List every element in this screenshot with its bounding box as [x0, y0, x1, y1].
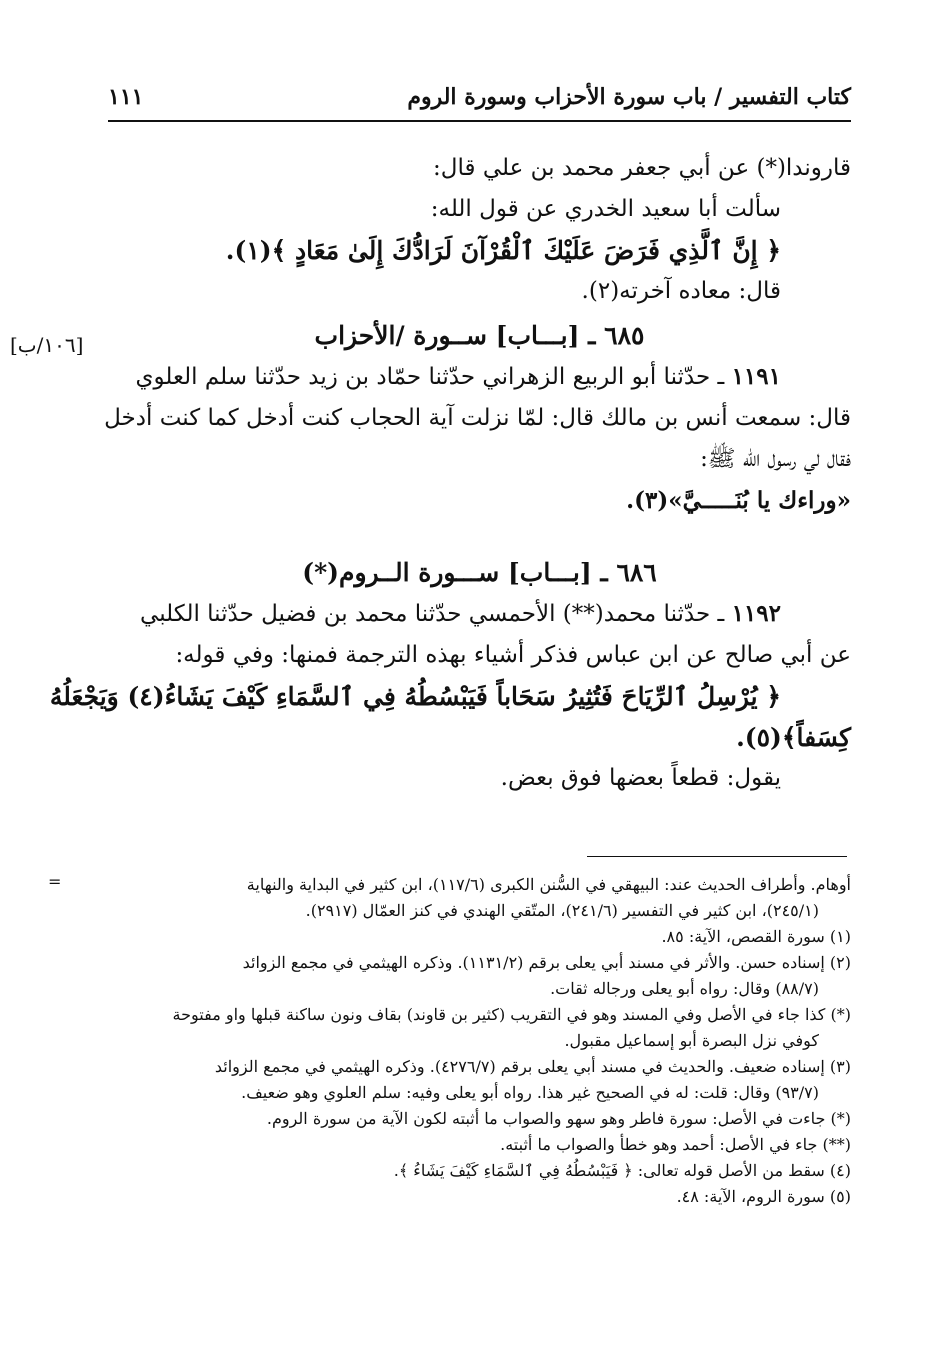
footnote-line: (٨٨/٧) وقال: رواه أبو يعلى ورجاله ثقات.: [550, 979, 819, 998]
continuation-mark: =: [48, 872, 62, 891]
text-line: «وراءك يا بُنَـــــيَّ»(٣).: [626, 487, 851, 514]
footnotes: [48, 872, 851, 1210]
page-number: ١١١: [108, 84, 144, 110]
header-title: كتاب التفسير / باب سورة الأحزاب وسورة الروم: [407, 84, 851, 110]
text-line: يقول: قطعاً بعضها فوق بعض.: [500, 765, 781, 791]
text-line: قاروندا(*) عن أبي جعفر محمد بن علي قال:: [433, 155, 851, 181]
chapter-heading: ٦٨٦ ـ [بـــاب] ســـورة الــروم(*): [302, 558, 657, 587]
hadith-text: ـ حدّثنا محمد(**) الأحمسي حدّثنا محمد بن فضيل حدّثنا الكلبي: [140, 601, 725, 627]
text-line: فقال لي رسول الله ﷺ:: [700, 446, 851, 472]
text-line: قال: معاده آخرته(٢).: [581, 278, 781, 304]
quran-verse: كِسَفاً﴾(٥).: [736, 723, 851, 752]
main-text: [49, 148, 851, 799]
footnote-3: (٣) إسناده ضعيف. والحديث في مسند أبي يعلى برقم (٤٢٧٦/٧). وذكره الهيثمي في مجمع الزوائد: [214, 1057, 851, 1076]
footnote-divider: [587, 856, 847, 857]
hadith-first-line: [108, 593, 851, 635]
chapter-heading: ٦٨٥ ـ [بـــاب] ســورة /الأحزاب: [314, 321, 645, 350]
footnote-double-star: (**) جاء في الأصل: أحمد وهو خطأ والصواب ما أثبته.: [500, 1135, 851, 1154]
footnote-star: (*) كذا جاء في الأصل وفي المسند وهو في التقريب (كثير بن قاوند) بقاف ونون ساكنة قبلها واو مفتوحة: [172, 1005, 851, 1024]
text-line: قال: سمعت أنس بن مالك قال: لمّا نزلت آية الحجاب كنت أدخل كما كنت أدخل: [104, 405, 851, 431]
footnote-1: (١) سورة القصص، الآية: ٨٥.: [661, 927, 851, 946]
footnote-line: كوفي نزل البصرة أبو إسماعيل مقبول.: [564, 1031, 819, 1050]
quran-verse: ﴿ يُرْسِلُ ٱلرِّيَاحَ فَتُثِيرُ سَحَاباً فَيَبْسُطُهُ فِي ٱلسَّمَاءِ كَيْفَ يَشَاءُ(٤) وَيَجْعَلُهُ: [49, 682, 781, 711]
hadith-number: ١١٩٢: [731, 600, 781, 627]
footnote-4: (٤) سقط من الأصل قوله تعالى: ﴿ فَيَبْسُطُهُ فِي ٱلسَّمَاءِ كَيْفَ يَشَاءُ ﴾.: [393, 1161, 851, 1180]
running-header: [108, 78, 851, 122]
footnote-star-2: (*) جاءت في الأصل: سورة فاطر وهو سهو والصواب ما أثبته لكون الآية من سورة الروم.: [266, 1109, 851, 1128]
hadith-text: ـ حدّثنا أبو الربيع الزهراني حدّثنا حمّاد بن زيد حدّثنا سلم العلوي: [135, 364, 725, 390]
footnote-line: (٩٣/٧) وقال: قلت: له في الصحيح غير هذا. رواه أبو يعلى وفيه: سلم العلوي وهو ضعيف.: [241, 1083, 819, 1102]
hadith-number: ١١٩١: [731, 363, 781, 390]
footnote-2: (٢) إسناده حسن. والأثر في مسند أبي يعلى برقم (١١٣١/٢). وذكره الهيثمي في مجمع الزوائد: [242, 953, 851, 972]
footnote-line: (٢٤٥/١)، ابن كثير في التفسير (٢٤١/٦)، المتّقي الهندي في كنز العمّال (٢٩١٧).: [305, 901, 819, 920]
footnote-5: (٥) سورة الروم، الآية: ٤٨.: [676, 1187, 851, 1206]
quran-verse: ﴿ إِنَّ ٱلَّذِي فَرَضَ عَلَيْكَ ٱلْقُرْآنَ لَرَادُّكَ إِلَىٰ مَعَادٍ ﴾(١).: [225, 236, 781, 265]
footnote-line: أوهام. وأطراف الحديث عند: البيهقي في السُّنن الكبرى (١١٧/٦)، ابن كثير في البداية والنهاية: [246, 875, 851, 894]
text-line: سألت أبا سعيد الخدري عن قول الله:: [430, 196, 781, 222]
hadith-first-line: [108, 356, 851, 398]
text-line: عن أبي صالح عن ابن عباس فذكر أشياء بهذه الترجمة فمنها: وفي قوله:: [175, 642, 851, 668]
manuscript-folio-marker: [١٠٦/ب]: [10, 333, 84, 357]
